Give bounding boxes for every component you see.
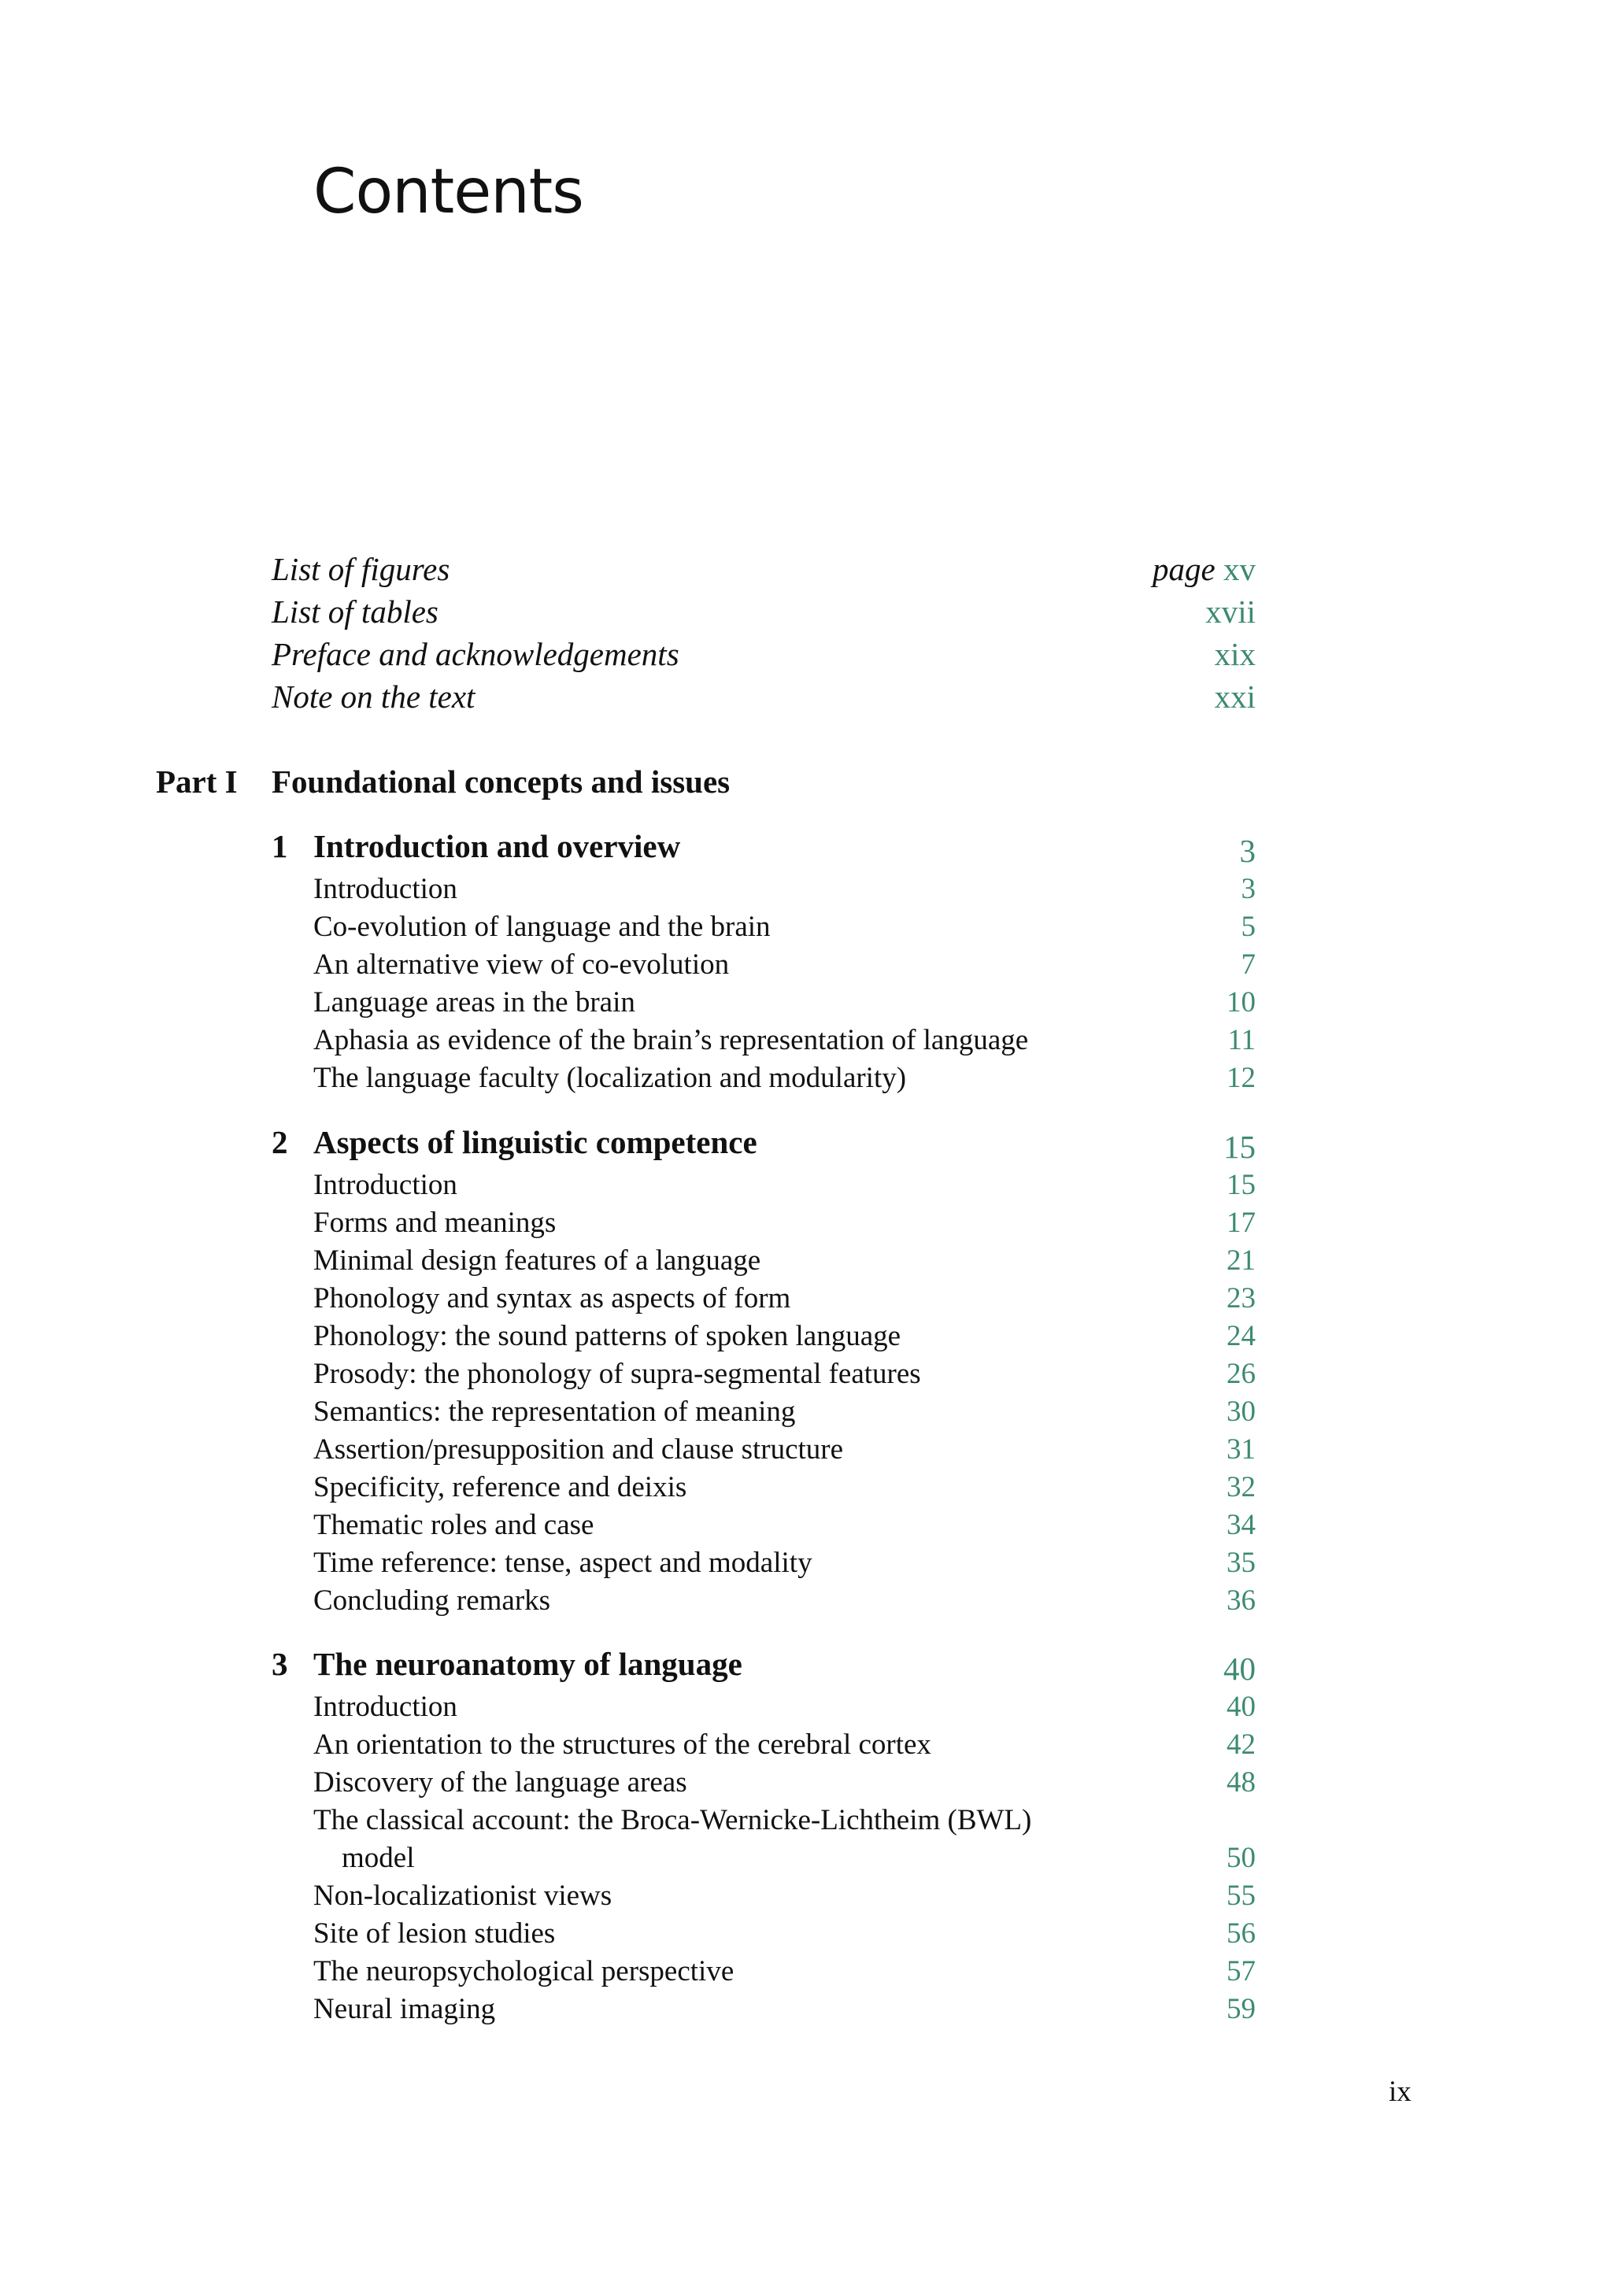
page-prefix: page xyxy=(1153,551,1216,587)
page-number: 50 xyxy=(1227,1842,1256,1874)
toc-page-ref xyxy=(1205,588,1256,635)
section-title: Semantics: the representation of meaning xyxy=(313,1396,796,1428)
toc-section[interactable] xyxy=(313,1726,1256,1764)
page-number: 56 xyxy=(1227,1917,1256,1950)
toc-section[interactable] xyxy=(313,1280,1256,1318)
toc-section[interactable] xyxy=(313,1953,1256,1991)
page-number: 7 xyxy=(1241,948,1256,981)
page-number: 34 xyxy=(1227,1509,1256,1541)
folio-page-number: ix xyxy=(1389,2076,1412,2108)
toc-section[interactable] xyxy=(313,1431,1256,1469)
section-title: Phonology and syntax as aspects of form xyxy=(313,1282,791,1314)
chapter-title: Aspects of linguistic competence xyxy=(313,1124,757,1160)
section-title: Prosody: the phonology of supra-segmental features xyxy=(313,1358,921,1390)
toc-section[interactable] xyxy=(313,1802,1256,1839)
page-number: 30 xyxy=(1227,1396,1256,1428)
toc-section[interactable] xyxy=(313,1764,1256,1802)
chapter-number: 3 xyxy=(272,1646,288,1682)
page-number: 26 xyxy=(1227,1358,1256,1390)
toc-entry-list-of-figures[interactable] xyxy=(272,545,1256,593)
page-number: 15 xyxy=(1223,1129,1256,1165)
page-number: 23 xyxy=(1227,1282,1256,1314)
section-title: Co-evolution of language and the brain xyxy=(313,911,771,943)
page-number: 40 xyxy=(1227,1691,1256,1723)
chapter-heading-1[interactable] xyxy=(272,823,1256,870)
section-title: Language areas in the brain xyxy=(313,986,635,1019)
chapter-title: The neuroanatomy of language xyxy=(313,1646,742,1682)
part-heading xyxy=(156,758,730,805)
page-number: 36 xyxy=(1227,1584,1256,1617)
section-title: Neural imaging xyxy=(313,1993,496,2025)
page-number: 21 xyxy=(1227,1244,1256,1277)
section-title: Introduction xyxy=(313,1169,457,1201)
section-title: Forms and meanings xyxy=(313,1207,557,1239)
toc-section[interactable] xyxy=(313,1582,1256,1620)
toc-section[interactable] xyxy=(313,1507,1256,1544)
toc-section[interactable] xyxy=(313,984,1256,1022)
section-title: Thematic roles and case xyxy=(313,1509,594,1541)
toc-entry-preface[interactable] xyxy=(272,630,1256,678)
section-title: Site of lesion studies xyxy=(313,1917,556,1950)
page-number: 32 xyxy=(1227,1471,1256,1503)
toc-entry-label: Note on the text xyxy=(272,678,475,715)
toc-entry-label: List of tables xyxy=(272,593,438,630)
section-title: The neuropsychological perspective xyxy=(313,1955,734,1987)
page-number: 17 xyxy=(1227,1207,1256,1239)
page-number: 12 xyxy=(1227,1062,1256,1094)
chapter-number: 2 xyxy=(272,1124,288,1160)
section-title: An alternative view of co-evolution xyxy=(313,948,730,981)
chapter-number: 1 xyxy=(272,828,288,864)
toc-section[interactable] xyxy=(313,946,1256,984)
page-title: Contents xyxy=(313,157,583,227)
page-number: 59 xyxy=(1227,1993,1256,2025)
toc-section[interactable] xyxy=(313,1355,1256,1393)
toc-section[interactable] xyxy=(313,1242,1256,1280)
section-title: The classical account: the Broca-Wernicke-Lichtheim (BWL) xyxy=(313,1804,1032,1836)
toc-section[interactable] xyxy=(313,1688,1256,1726)
toc-section[interactable] xyxy=(313,871,1256,908)
page-number: xv xyxy=(1223,551,1256,587)
toc-section[interactable] xyxy=(313,1318,1256,1355)
toc-section[interactable] xyxy=(313,1393,1256,1431)
page-number: 3 xyxy=(1239,833,1256,869)
page-number: 24 xyxy=(1227,1320,1256,1352)
toc-entry-note-on-text[interactable] xyxy=(272,673,1256,720)
section-title: Aphasia as evidence of the brain’s representation of language xyxy=(313,1024,1029,1056)
page-number: xix xyxy=(1214,636,1256,672)
toc-section-continuation[interactable] xyxy=(313,1839,1256,1877)
toc-section[interactable] xyxy=(313,1544,1256,1582)
page-number: 42 xyxy=(1227,1728,1256,1761)
toc-section[interactable] xyxy=(313,1204,1256,1242)
section-title: Concluding remarks xyxy=(313,1584,551,1617)
toc-section[interactable] xyxy=(313,1166,1256,1204)
page-number: 3 xyxy=(1241,873,1256,905)
page-number: 11 xyxy=(1227,1024,1256,1056)
page-number: 40 xyxy=(1223,1651,1256,1687)
page-number: 57 xyxy=(1227,1955,1256,1987)
part-title: Foundational concepts and issues xyxy=(272,763,731,800)
section-title: Introduction xyxy=(313,873,457,905)
toc-section[interactable] xyxy=(313,1915,1256,1953)
section-title: Discovery of the language areas xyxy=(313,1766,687,1799)
section-title: Introduction xyxy=(313,1691,457,1723)
chapter-heading-3[interactable] xyxy=(272,1640,1256,1688)
page-number: 15 xyxy=(1227,1169,1256,1201)
page-number: 10 xyxy=(1227,986,1256,1019)
section-title: An orientation to the structures of the cerebral cortex xyxy=(313,1728,931,1761)
toc-section[interactable] xyxy=(313,1469,1256,1507)
page-number: xxi xyxy=(1214,678,1256,715)
section-title: Assertion/presupposition and clause structure xyxy=(313,1433,844,1466)
toc-section[interactable] xyxy=(313,1991,1256,2028)
section-title: Minimal design features of a language xyxy=(313,1244,761,1277)
toc-entry-label: List of figures xyxy=(272,551,450,587)
page-number: 55 xyxy=(1227,1880,1256,1912)
section-title: The language faculty (localization and modularity) xyxy=(313,1062,907,1094)
section-title-continuation: model xyxy=(342,1842,415,1874)
chapter-title: Introduction and overview xyxy=(313,828,681,864)
part-label: Part I xyxy=(156,763,238,800)
page-number: xvii xyxy=(1205,593,1256,630)
section-title: Non-localizationist views xyxy=(313,1880,612,1912)
section-title: Phonology: the sound patterns of spoken language xyxy=(313,1320,901,1352)
toc-entry-label: Preface and acknowledgements xyxy=(272,636,679,672)
toc-section[interactable] xyxy=(313,908,1256,946)
toc-entry-list-of-tables[interactable] xyxy=(272,588,1256,635)
toc-page-ref xyxy=(1215,673,1256,720)
page-number: 5 xyxy=(1241,911,1256,943)
page-number: 48 xyxy=(1227,1766,1256,1799)
toc-section[interactable] xyxy=(313,1059,1256,1097)
toc-page-ref xyxy=(1215,630,1256,678)
chapter-heading-2[interactable] xyxy=(272,1118,1256,1166)
toc-page-ref xyxy=(1153,545,1256,593)
toc-section[interactable] xyxy=(313,1022,1256,1059)
section-title: Specificity, reference and deixis xyxy=(313,1471,687,1503)
page-number: 31 xyxy=(1227,1433,1256,1466)
page-number: 35 xyxy=(1227,1547,1256,1579)
section-title: Time reference: tense, aspect and modality xyxy=(313,1547,812,1579)
toc-section[interactable] xyxy=(313,1877,1256,1915)
